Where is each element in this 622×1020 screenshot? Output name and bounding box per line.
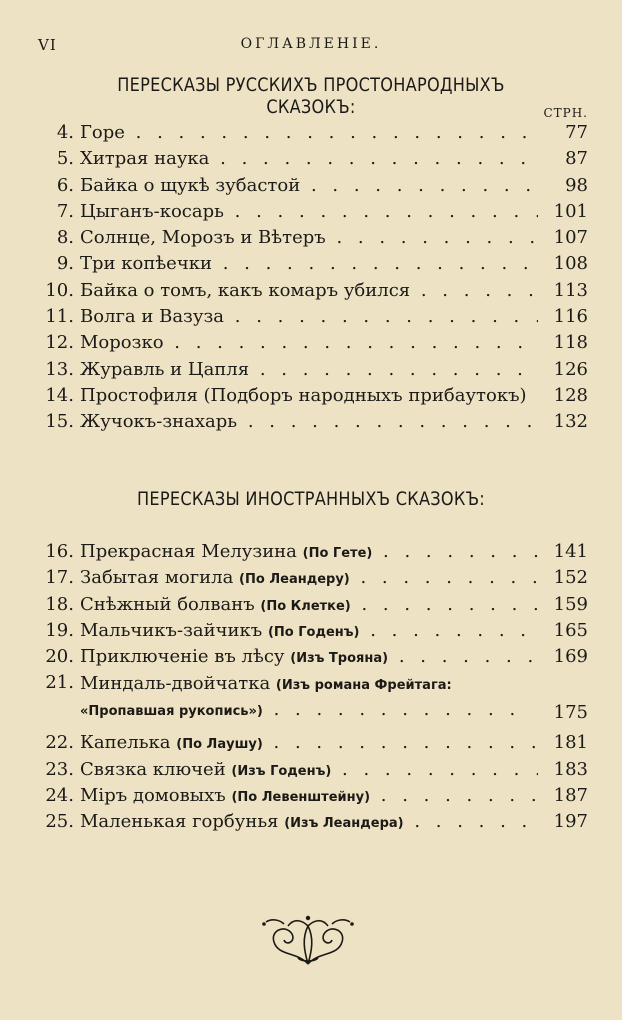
page-column-label: СТРН. xyxy=(543,106,588,120)
entry-number: 16. xyxy=(45,541,74,562)
entry-title: Байка о томъ, какъ комаръ убился xyxy=(80,279,411,301)
entry-title-line xyxy=(80,278,538,304)
entry-page: 108 xyxy=(553,253,588,275)
entry-title: Солнце, Морозъ и Вѣтеръ xyxy=(80,227,326,249)
entry-title-line xyxy=(80,618,538,644)
entry-number: 12. xyxy=(45,332,74,354)
entry-page: 169 xyxy=(553,646,588,668)
entry-page: 126 xyxy=(553,358,588,380)
entry-title: Миндаль-двойчатка xyxy=(80,673,271,695)
entry-source: (По Леандеру) xyxy=(239,572,350,588)
entry-page: 77 xyxy=(565,122,588,143)
entry-title-line xyxy=(80,644,538,670)
entry-title: Три копѣечки xyxy=(80,253,212,275)
entry-title-line xyxy=(80,730,538,756)
entry-number: 4. xyxy=(56,122,74,143)
toc-entry xyxy=(36,539,588,565)
entry-title: Міръ домовыхъ xyxy=(80,785,226,807)
entry-title: Простофиля (Подборъ народныхъ прибаутокъ) xyxy=(80,384,527,406)
toc-entry xyxy=(36,251,588,277)
entry-source: (Изъ романа Фрейтага: «Пропавшая рукопись») xyxy=(80,678,452,720)
entry-number: 23. xyxy=(45,758,74,780)
entry-title-line xyxy=(80,330,538,356)
toc-entry xyxy=(36,670,588,730)
section-title-foreign: ПЕРЕСКАЗЫ ИНОСТРАННЫХЪ СКАЗОКЪ: xyxy=(137,488,485,510)
entry-title-line xyxy=(80,539,538,565)
toc-entry xyxy=(36,409,588,435)
entry-number: 19. xyxy=(45,619,74,641)
entry-title: Капелька xyxy=(80,732,171,754)
toc-entry xyxy=(36,199,588,225)
entry-title-line xyxy=(80,783,538,809)
toc-entry xyxy=(36,278,588,304)
leader-dots: . . . . . . . . . . . . xyxy=(262,699,521,721)
entry-number: 17. xyxy=(45,567,74,589)
entry-title-line xyxy=(80,565,538,591)
entry-page: 181 xyxy=(553,732,588,754)
entry-page: 87 xyxy=(565,148,588,170)
entry-source: (По Клетке) xyxy=(260,598,351,614)
entry-page: 101 xyxy=(553,200,588,222)
toc-entry xyxy=(36,304,588,330)
entry-title: Горе xyxy=(80,122,125,143)
entry-title-line xyxy=(80,199,538,225)
entry-title-line xyxy=(80,225,538,251)
toc-entry xyxy=(36,618,588,644)
entry-source: (По Лаушу) xyxy=(176,737,263,753)
toc-entry xyxy=(36,383,588,409)
toc-entry xyxy=(36,225,588,251)
entry-source: (Изъ Годенъ) xyxy=(231,763,332,779)
toc-entry xyxy=(36,357,588,383)
entry-title-line xyxy=(80,357,538,383)
entry-number: 25. xyxy=(45,811,74,833)
entry-title-line xyxy=(80,809,538,835)
entry-title: Цыганъ-косарь xyxy=(80,200,224,222)
entry-title-line xyxy=(80,146,538,172)
entry-source: (Изъ Леандера) xyxy=(284,816,404,832)
ornament-icon xyxy=(258,912,358,970)
entry-title-line xyxy=(80,251,538,277)
entry-title: Снѣжный болванъ xyxy=(80,593,255,615)
entry-number: 10. xyxy=(45,279,74,301)
entry-number: 20. xyxy=(45,646,74,668)
entry-title-line xyxy=(80,173,538,199)
entry-title-line xyxy=(80,670,538,724)
entry-page: 183 xyxy=(553,758,588,780)
entry-number: 14. xyxy=(45,384,74,406)
entry-number: 11. xyxy=(45,306,74,328)
entry-title: Хитрая наука xyxy=(80,148,210,170)
entry-title: Морозко xyxy=(80,332,164,354)
toc-entry xyxy=(36,120,588,146)
entry-title: Байка о щукѣ зубастой xyxy=(80,174,301,196)
entry-source: (По Годенъ) xyxy=(267,624,360,640)
entry-page: 107 xyxy=(553,227,588,249)
entry-number: 7. xyxy=(56,200,74,222)
entry-title-line xyxy=(80,592,538,618)
entry-number: 18. xyxy=(45,593,74,615)
page-number: VI xyxy=(38,36,57,54)
toc-entry xyxy=(36,330,588,356)
toc-list-russian xyxy=(36,120,588,436)
entry-source: (По Гете) xyxy=(302,546,373,561)
entry-number: 6. xyxy=(56,174,74,196)
entry-title: Связка ключей xyxy=(80,758,226,780)
entry-page: 152 xyxy=(553,567,588,589)
toc-entry xyxy=(36,783,588,809)
entry-number: 24. xyxy=(45,785,74,807)
entry-number: 21. xyxy=(45,672,74,694)
toc-entry xyxy=(36,809,588,835)
section-title-russian: ПЕРЕСКАЗЫ РУССКИХЪ ПРОСТОНАРОДНЫХЪ СКАЗОКЪ: xyxy=(117,74,505,118)
page-title: ОГЛАВЛЕНІЕ. xyxy=(240,36,382,52)
entry-title-line xyxy=(80,383,538,409)
entry-page: 132 xyxy=(553,411,588,433)
entry-title-line xyxy=(80,409,538,435)
entry-number: 8. xyxy=(56,227,74,249)
entry-page: 98 xyxy=(565,174,588,196)
entry-title: Журавль и Цапля xyxy=(80,358,250,380)
entry-page: 187 xyxy=(553,785,588,807)
toc-list-foreign xyxy=(36,539,588,836)
entry-page: 175 xyxy=(553,702,588,724)
entry-page: 197 xyxy=(553,811,588,833)
entry-number: 9. xyxy=(56,253,74,275)
entry-title-line xyxy=(80,120,538,146)
toc-entry xyxy=(36,592,588,618)
entry-title: Мальчикъ-зайчикъ xyxy=(80,619,263,641)
entry-page: 113 xyxy=(553,279,588,301)
entry-number: 5. xyxy=(56,148,74,170)
entry-source: (Изъ Трояна) xyxy=(290,651,389,667)
entry-title: Маленькая горбунья xyxy=(80,811,279,833)
entry-title: Приключеніе въ лѣсу xyxy=(80,646,285,668)
toc-entry xyxy=(36,730,588,756)
entry-page: 165 xyxy=(553,619,588,641)
entry-title: Жучокъ-знахарь xyxy=(80,411,238,433)
running-head xyxy=(38,36,584,58)
toc-entry xyxy=(36,644,588,670)
entry-page: 116 xyxy=(553,306,588,328)
toc-entry xyxy=(36,173,588,199)
entry-number: 13. xyxy=(45,358,74,380)
entry-page: 141 xyxy=(553,541,588,562)
toc-entry xyxy=(36,757,588,783)
toc-entry xyxy=(36,565,588,591)
entry-title-line xyxy=(80,304,538,330)
entry-page: 128 xyxy=(553,384,588,406)
toc-entry xyxy=(36,146,588,172)
entry-source: (По Левенштейну) xyxy=(231,790,371,806)
entry-title-line xyxy=(80,757,538,783)
entry-page: 159 xyxy=(553,593,588,615)
entry-page: 118 xyxy=(553,332,588,354)
entry-title: Забытая могила xyxy=(80,567,234,589)
entry-title: Прекрасная Мелузина xyxy=(80,541,297,562)
entry-number: 22. xyxy=(45,732,74,754)
entry-title: Волга и Вазуза xyxy=(80,306,225,328)
entry-number: 15. xyxy=(45,411,74,433)
